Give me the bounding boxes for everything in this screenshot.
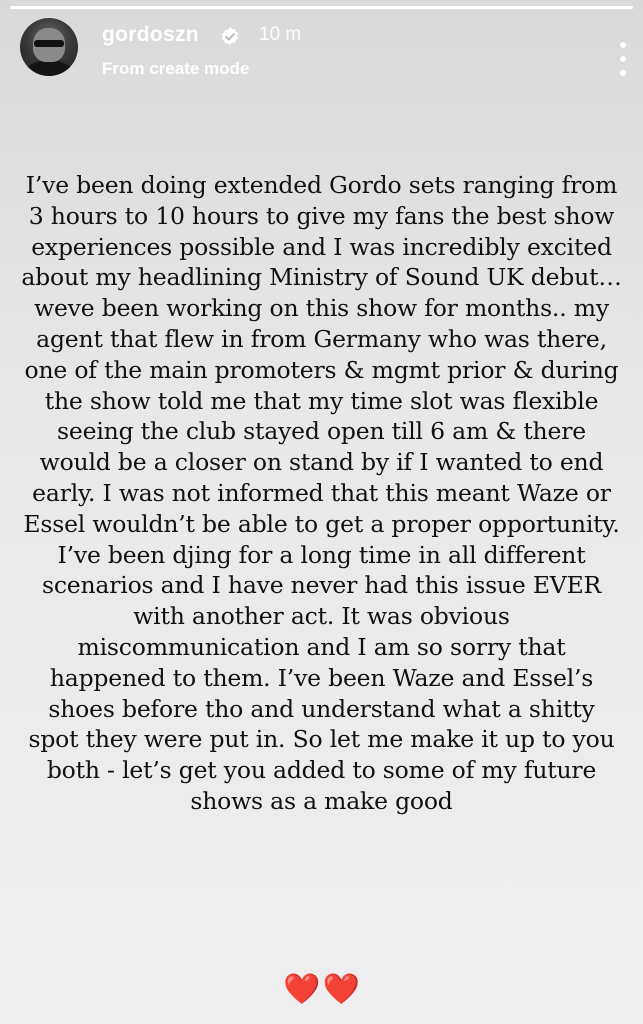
story-header xyxy=(0,14,643,86)
post-time: 10 m xyxy=(259,24,302,45)
username[interactable]: gordoszn xyxy=(102,23,199,46)
story-subtitle: From create mode xyxy=(102,59,250,78)
heart-icon: ❤️ xyxy=(283,973,321,1006)
verified-badge-icon xyxy=(219,26,241,48)
story-progress-bar xyxy=(10,6,633,9)
heart-emojis xyxy=(0,972,643,1008)
story-text: I’ve been doing extended Gordo sets ranging from 3 hours to 10 hours to give my fans the best show experiences possible and I was incredibly excited about my headlining Ministry of Sound UK debut… weve been working on this show for months.. my agent that flew in from Germany who was there, one of the main promoters & mgmt prior & during the show told me that my time slot was flexible seeing the club stayed open till 6 am & there would be a closer on stand by if I wanted to end early. I was not informed that this meant Waze or Essel wouldn’t be able to get a proper opportunity. I’ve been djing for a long time in all different scenarios and I have never had this issue EVER with another act. It was obvious miscommunication and I am so sorry that happened to them. I’ve been Waze and Essel’s shoes before tho and understand what a shitty spot they were put in. So let me make it up to you both - let’s get you added to some of my future shows as a make good xyxy=(21,171,622,815)
heart-icon: ❤️ xyxy=(322,973,360,1006)
avatar[interactable] xyxy=(20,18,78,76)
more-options-icon[interactable] xyxy=(619,42,627,76)
story-progress-fill xyxy=(10,6,633,9)
